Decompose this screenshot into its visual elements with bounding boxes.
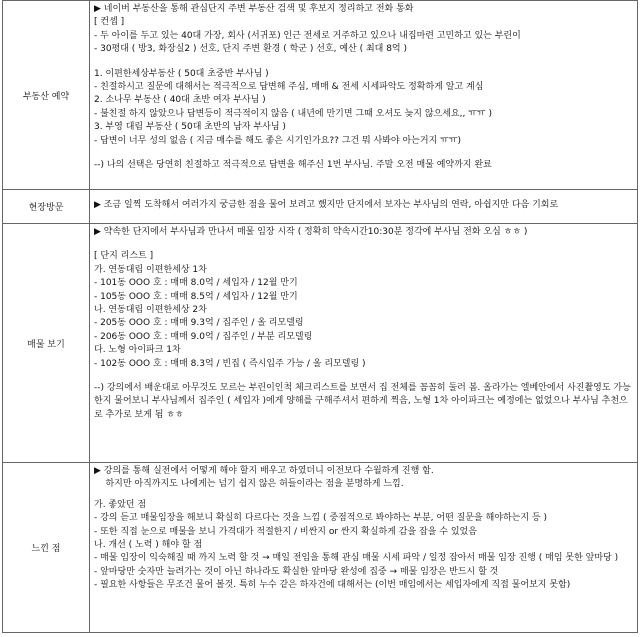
text-line: - 두 아이를 두고 있는 40대 가장, 회사 (서귀포) 인근 전세로 거주하고 있으나 내집마련 고민하고 있는 부린이 [94,30,521,41]
text-line: ▶ 조금 일찍 도착해서 여러가지 궁금한 점을 물어 보려고 했지만 단지에서 보자는 부사님의 연락, 아쉽지만 다음 기회로 [94,200,559,211]
row-content [90,463,638,633]
spacer [94,57,633,68]
row-content [90,224,638,463]
row-label: 매물 보기 [3,224,90,463]
text-line: - 강의 듣고 매물임장을 해보니 확실히 다르다는 것을 느낌 ( 중점적으로 봐야하는 부분, 어떤 질문을 해야하는지 등 ) [94,513,547,524]
row-label: 현장방문 [3,190,90,224]
text-line: - 필요한 사항들은 무조건 물어 볼것. 특히 누수 같은 하자건에 대해서는 (이번 매임에서는 세입자에게 직접 물어보지 못함) [94,580,571,591]
text-line: 1. 이편한세상부동산 ( 50대 초중반 부사님 ) [94,68,269,79]
text-line: --) 나의 선택은 당연히 친절하고 적극적으로 답변을 해주신 1번 부사님. 주말 오전 매물 예약까지 완료 [94,160,492,171]
report-table [2,0,638,633]
text-line: 나. 개선 ( 노력 ) 해야 할 점 [94,540,203,551]
text-line: ▶ 강의를 통해 실전에서 어떻게 해야 할지 배우고 하였더니 이전보다 수월하게 진행 함. [94,466,434,476]
row-content [90,1,638,190]
text-line: - 206동 OOO 호 : 매매 9.0억 / 집주인 / 부분 리모델링 [94,331,313,342]
text-line: 가. 좋았던 점 [94,499,147,510]
text-line: - 102동 OOO 호 : 매매 8.3억 / 빈집 ( 즉시입주 가능 / 올 리모델링 ) [94,358,366,369]
text-line: 3. 부영 대림 부동산 ( 50대 초반의 남자 부사님 ) [94,122,286,133]
text-line: - 101동 OOO 호 : 매매 8.0억 / 세입자 / 12월 만기 [94,278,298,289]
spacer [94,492,633,499]
text-line: - 105동 OOO 호 : 매매 8.5억 / 세입자 / 12월 만기 [94,291,298,302]
text-line: [ 컨셉 ] [94,17,125,28]
row-label: 느낀 점 [3,463,90,633]
table-row [3,224,638,463]
text-line: - 205동 OOO 호 : 매매 9.3억 / 집주인 / 올 리모델링 [94,318,304,329]
text-line: 2. 소나무 부동산 ( 40대 초반 여자 부사님 ) [94,95,266,106]
spacer [94,148,633,159]
text-paragraph: --) 강의에서 배운대로 아무것도 모르는 부린이인척 체크리스트를 보면서 집 전체를 꼼꼼히 둘러 봄. 올라가는 엘베안에서 사진촬영도 가능한지 물어보니 부사님께서 집주인 ( 세입자 )에게 양해를 구해주셔서 편하게 찍음, 노형 1차 아이파크는 예정에는 없었으나 부사님 추천으로 추가로 보게 됨 ㅎㅎ [94,383,631,420]
spacer [94,239,633,250]
text-line: 가. 연동대림 이편한세상 1차 [94,264,207,275]
text-line: - 앞마당만 숫자만 늘려가는 것이 아닌 하나라도 확실한 앞마당 완성에 집중 → 매물 임장은 반드시 할 것 [94,566,499,577]
text-line: 다. 노형 아이파크 1차 [94,345,181,356]
text-line: - 불친절 하지 않았으나 답변등이 적극적이지 않음 ( 내년에 만기면 그때 오셔도 늦지 않으세요,, ㅠㅠ ) [94,108,492,119]
text-line: ▶ 네이버 부동산을 통해 관심단지 주변 부동산 검색 및 후보지 정리하고 전화 통화 [94,4,414,14]
row-content [90,190,638,224]
text-line: [ 단지 리스트 ] [94,251,154,262]
text-line: - 또한 직접 눈으로 매물을 보니 가격대가 적절한지 / 비싼지 or 싼지 확실하게 감을 잡을 수 있었음 [94,526,477,537]
table-row [3,1,638,190]
text-line: - 답변이 너무 성의 없음 ( 지금 매수를 해도 좋은 시기인가요?? 그건 뭐 사봐야 아는거지 ㅠㅠ) [94,135,462,146]
text-line: - 친절하시고 질문에 대해서는 적극적으로 답변해 주심, 매매 & 전세 시세파악도 정확하게 알고 계심 [94,82,484,93]
spacer [94,371,633,382]
text-line: 나. 연동대림 이편한세상 2차 [94,305,207,316]
text-line: ▶ 약속한 단지에서 부사님과 만나서 매물 임장 시작 ( 정확히 약속시간10:30분 정각에 부사님 전화 오심 ㅎㅎ ) [94,227,528,237]
row-label: 부동산 예약 [3,1,90,190]
table-row [3,463,638,633]
text-line: - 30평대 ( 방3, 화장실2 ) 선호, 단지 주변 환경 ( 학군 ) 선호, 예산 ( 최대 8억 ) [94,44,407,55]
text-line: 하지만 아직까지도 나에게는 넘기 쉽지 않은 허들이라는 점을 분명하게 느낌. [94,479,404,490]
table-row [3,190,638,224]
text-paragraph: - 매물 임장이 익숙해질 때 까지 노력 할 것 → 매일 전임을 통해 관심 매물 시세 파악 / 일정 잡아서 매물 임장 진행 ( 매임 못한 앞마당 ) [94,553,619,564]
